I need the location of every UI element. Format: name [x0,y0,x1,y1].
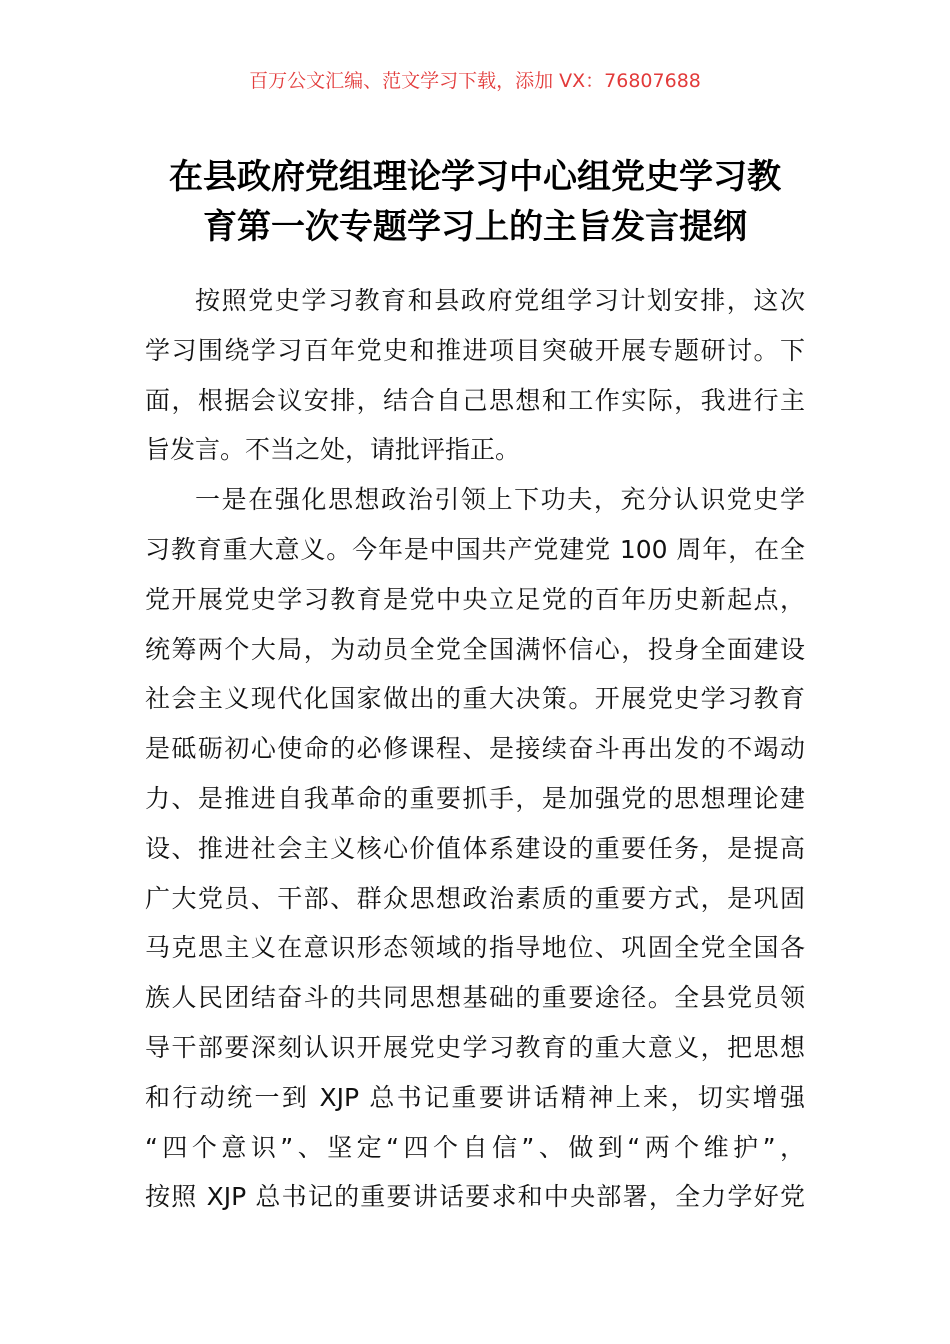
text-line: 统筹两个大局，为动员全党全国满怀信心，投身全面建设 [145,634,805,664]
document-title [100,152,850,252]
document-body [145,276,805,1222]
text-line: 旨发言。不当之处，请批评指正。 [145,435,521,465]
text-line: 力、是推进自我革命的重要抓手，是加强党的思想理论建 [145,783,805,813]
text-line: “四个意识”、坚定“四个自信”、做到“两个维护”， [145,1132,805,1162]
paragraph-intro [145,276,805,475]
text-line: 广大党员、干部、群众思想政治素质的重要方式，是巩固 [145,883,805,913]
text-line: 党开展党史学习教育是党中央立足党的百年历史新起点， [145,584,805,614]
text-line: 设、推进社会主义核心价值体系建设的重要任务，是提高 [145,833,805,863]
watermark-header: 百万公文汇编、范文学习下载，添加 VX：76807688 [249,70,701,92]
text-line: 面，根据会议安排，结合自己思想和工作实际，我进行主 [145,385,805,415]
text-line: 和行动统一到 XJP 总书记重要讲话精神上来，切实增强 [145,1082,805,1112]
text-line: 学习围绕学习百年党史和推进项目突破开展专题研讨。下 [145,335,805,365]
text-line: 族人民团结奋斗的共同思想基础的重要途径。全县党员领 [145,983,805,1013]
text-line: 社会主义现代化国家做出的重大决策。开展党史学习教育 [145,684,805,714]
text-line: 按照 XJP 总书记的重要讲话要求和中央部署，全力学好党 [145,1182,805,1212]
text-line: 按照党史学习教育和县政府党组学习计划安排，这次 [195,286,805,315]
title-line: 育第一次专题学习上的主旨发言提纲 [203,207,747,247]
text-line: 导干部要深刻认识开展党史学习教育的重大意义，把思想 [145,1032,805,1062]
text-line: 马克思主义在意识形态领域的指导地位、巩固全党全国各 [145,933,805,963]
text-line: 是砥砺初心使命的必修课程、是接续奋斗再出发的不竭动 [145,734,805,764]
paragraph-point-one [145,475,805,1222]
text-line: 习教育重大意义。今年是中国共产党建党 100 周年，在全 [145,534,805,564]
text-line: 一是在强化思想政治引领上下功夫，充分认识党史学 [195,485,805,515]
title-line: 在县政府党组理论学习中心组党史学习教 [169,157,781,197]
